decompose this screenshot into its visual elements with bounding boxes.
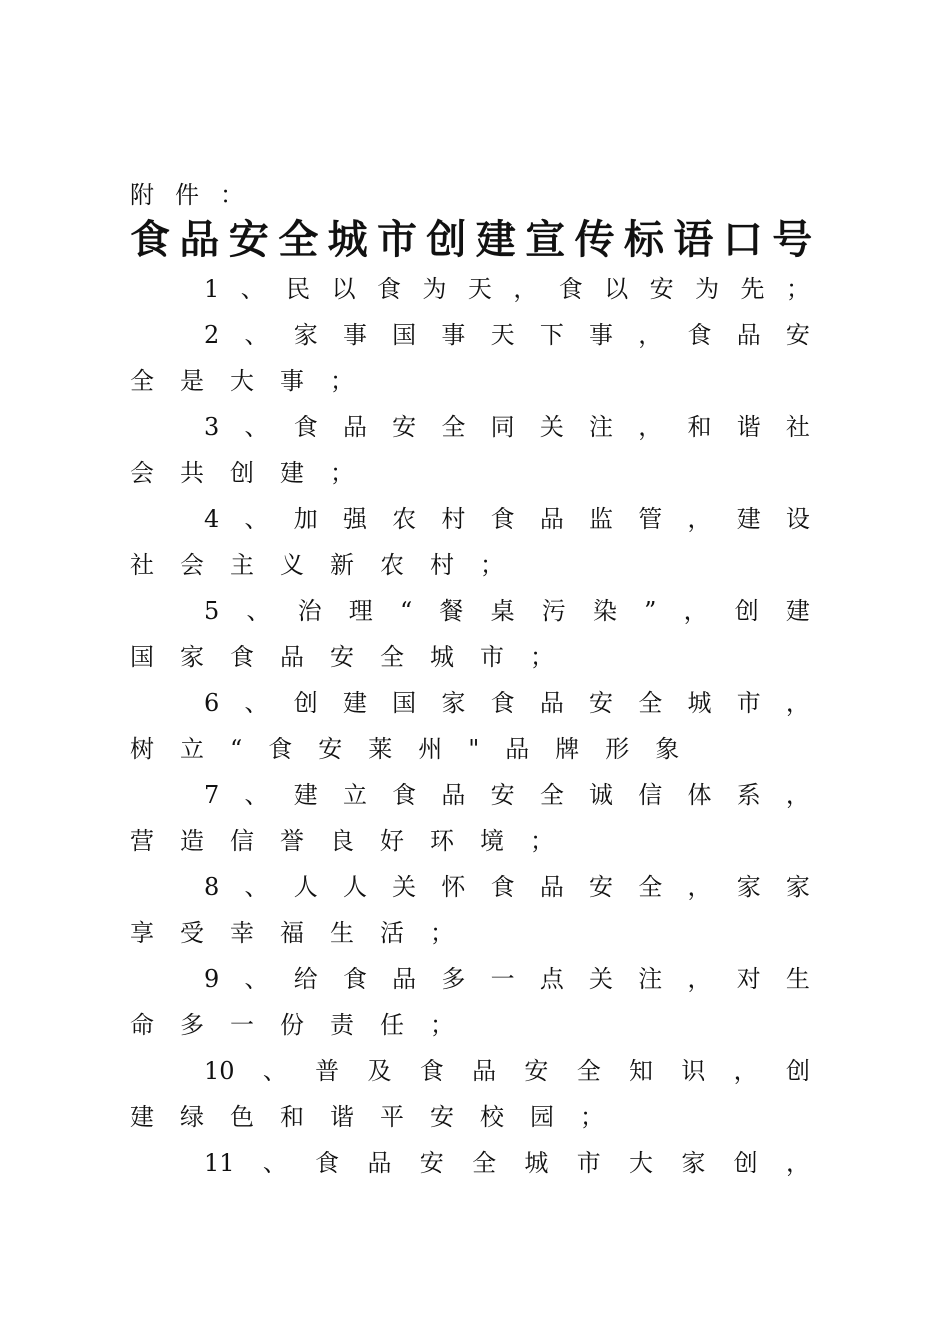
slogan-line: 2 、 家 事 国 事 天 下 事 ， 食 品 安 <box>204 321 810 349</box>
slogan-line: 7 、 建 立 食 品 安 全 诚 信 体 系 ， <box>204 781 810 809</box>
slogan-line: 10 、 普 及 食 品 安 全 知 识 ， 创 <box>204 1057 810 1085</box>
slogan-line-continuation: 会共创建； <box>130 459 380 487</box>
slogan-list <box>130 266 810 1186</box>
slogan-line: 5 、 治 理 “ 餐 桌 污 染 ” ， 创 建 <box>204 597 810 625</box>
slogan-line-continuation: 国家食品安全城市； <box>130 643 580 671</box>
slogan-line: 4 、 加 强 农 村 食 品 监 管 ， 建 设 <box>204 505 810 533</box>
slogan-line: 8 、 人 人 关 怀 食 品 安 全 ， 家 家 <box>204 873 810 901</box>
slogan-line: 1 、 民 以 食 为 天 ， 食 以 安 为 先 ； <box>204 275 810 303</box>
slogan-line-continuation: 命多一份责任； <box>130 1011 480 1039</box>
slogan-line-continuation: 全是大事； <box>130 367 380 395</box>
slogan-line-continuation: 树立“食安莱州"品牌形象 <box>130 735 706 763</box>
document-title: 食品安全城市创建宣传标语口号 <box>130 216 822 263</box>
slogan-line-continuation: 营造信誉良好环境； <box>130 827 580 855</box>
slogan-line: 9 、 给 食 品 多 一 点 关 注 ， 对 生 <box>204 965 810 993</box>
slogan-line: 3 、 食 品 安 全 同 关 注 ， 和 谐 社 <box>204 413 810 441</box>
slogan-line-continuation: 社会主义新农村； <box>130 551 530 579</box>
attachment-label: 附件： <box>130 181 265 209</box>
slogan-line-continuation: 享受幸福生活； <box>130 919 480 947</box>
slogan-line: 6 、 创 建 国 家 食 品 安 全 城 市 ， <box>204 689 810 717</box>
slogan-line: 11 、 食 品 安 全 城 市 大 家 创 ， <box>204 1149 810 1177</box>
slogan-line-continuation: 建绿色和谐平安校园； <box>130 1103 630 1131</box>
